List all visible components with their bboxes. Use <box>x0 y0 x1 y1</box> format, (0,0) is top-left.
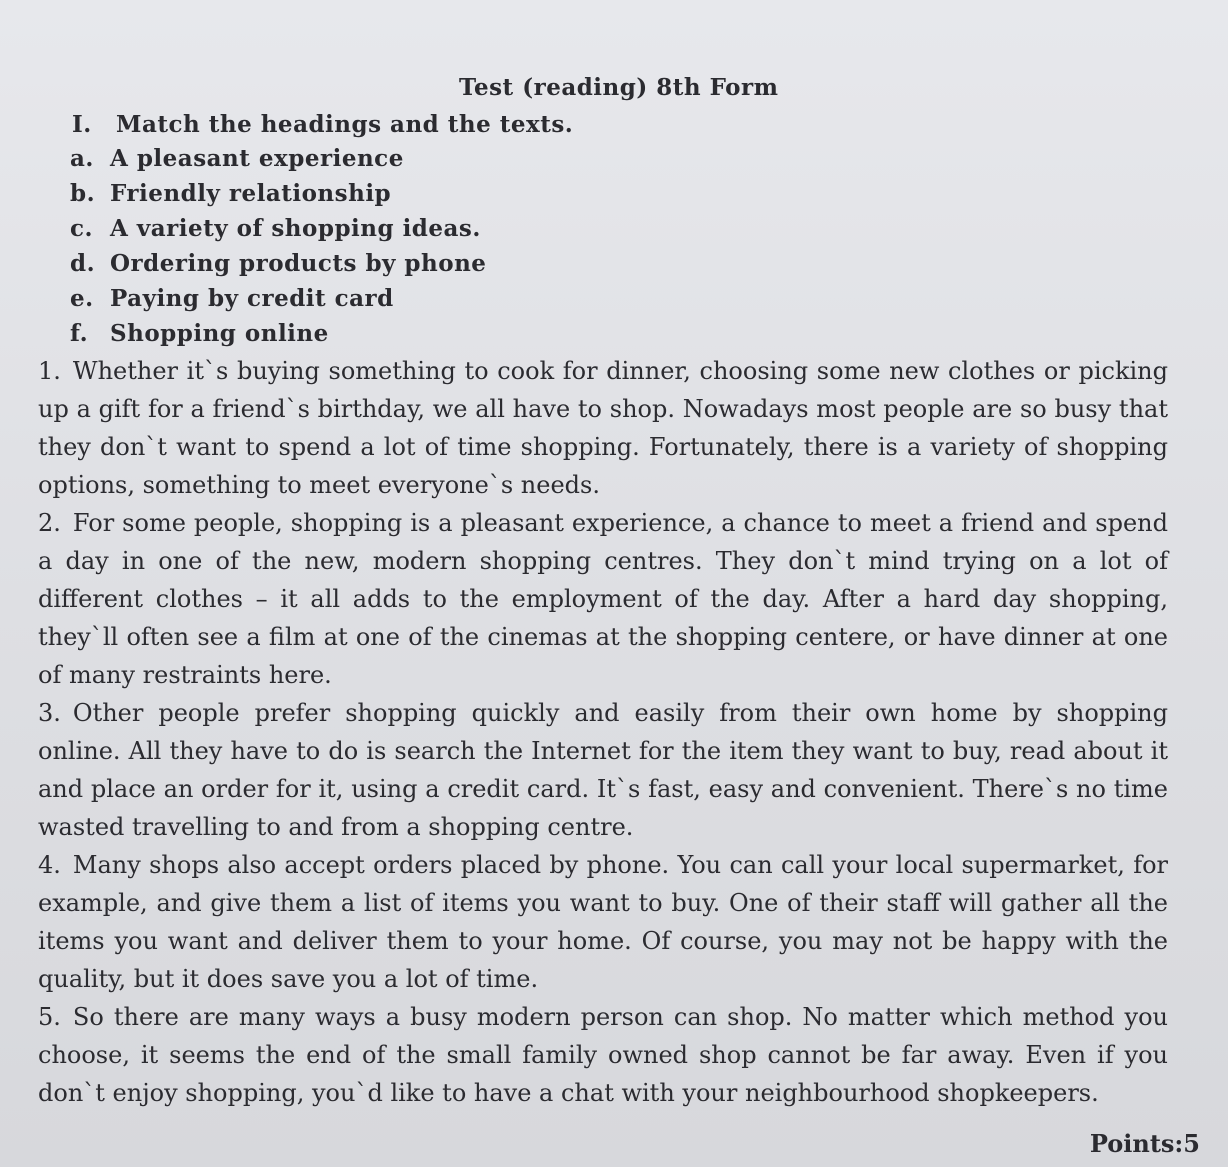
task-instruction <box>72 111 573 138</box>
heading-letter: a. <box>70 145 94 172</box>
paragraph-number: 1. <box>38 357 61 385</box>
points-label: Points:5 <box>1089 1129 1200 1158</box>
heading-letter: b. <box>70 180 96 207</box>
text-paragraph <box>38 504 1168 694</box>
paragraph-text: Other people prefer shopping quickly and easily from their own home by shopping online. All they have to do is search the Internet for the item they want to buy, read about it and place an order for it, using a credit card. It`s fast, easy and convenient. There`s no time wasted travelling to and from a shopping centre. <box>38 699 1168 841</box>
heading-text: Ordering products by phone <box>110 250 487 277</box>
test-title: Test (reading) 8th Form <box>459 74 779 101</box>
paragraph-number: 2. <box>38 509 61 537</box>
heading-letter: d. <box>70 250 96 277</box>
paragraph-text: For some people, shopping is a pleasant experience, a chance to meet a friend and spend a day in one of the new, modern shopping centres. They don`t mind trying on a lot of different clothes – it all adds to the employment of the day. After a hard day shopping, they`ll often see a film at one of the cinemas at the shopping centere, or have dinner at one of many restraints here. <box>38 509 1168 689</box>
paragraph-number: 3. <box>38 699 61 727</box>
headings-list <box>70 143 486 353</box>
paragraph-text: Whether it`s buying something to cook for dinner, choosing some new clothes or picking up a gift for a friend`s birthday, we all have to shop. Nowadays most people are so busy that they don`t want to spend a lot of time shopping. Fortunately, there is a variety of shopping options, something to meet everyone`s needs. <box>38 357 1168 499</box>
heading-item <box>70 283 486 318</box>
heading-item <box>70 318 486 353</box>
paragraph-text: So there are many ways a busy modern person can shop. No matter which method you choose, it seems the end of the small family owned shop cannot be far away. Even if you don`t enjoy shopping, you`d like to have a chat with your neighbourhood shopkeepers. <box>38 1003 1168 1107</box>
reading-texts <box>38 352 1168 1112</box>
task-number: I. <box>72 111 92 138</box>
heading-text: A pleasant experience <box>110 145 404 172</box>
heading-text: Friendly relationship <box>110 180 392 207</box>
paragraph-number: 4. <box>38 851 61 879</box>
task-text: Match the headings and the texts. <box>116 111 574 138</box>
text-paragraph <box>38 694 1168 846</box>
heading-text: Paying by credit card <box>110 285 394 312</box>
heading-item <box>70 143 486 178</box>
heading-item <box>70 178 486 213</box>
text-paragraph <box>38 352 1168 504</box>
heading-item <box>70 213 486 248</box>
paragraph-text: Many shops also accept orders placed by phone. You can call your local supermarket, for example, and give them a list of items you want to buy. One of their staff will gather all the items you want and deliver them to your home. Of course, you may not be happy with the quality, but it does save you a lot of time. <box>38 851 1168 993</box>
text-paragraph <box>38 998 1168 1112</box>
heading-text: Shopping online <box>110 320 329 347</box>
heading-item <box>70 248 486 283</box>
heading-text: A variety of shopping ideas. <box>110 215 481 242</box>
text-paragraph <box>38 846 1168 998</box>
heading-letter: f. <box>70 320 89 347</box>
heading-letter: e. <box>70 285 94 312</box>
heading-letter: c. <box>70 215 94 242</box>
paragraph-number: 5. <box>38 1003 61 1031</box>
